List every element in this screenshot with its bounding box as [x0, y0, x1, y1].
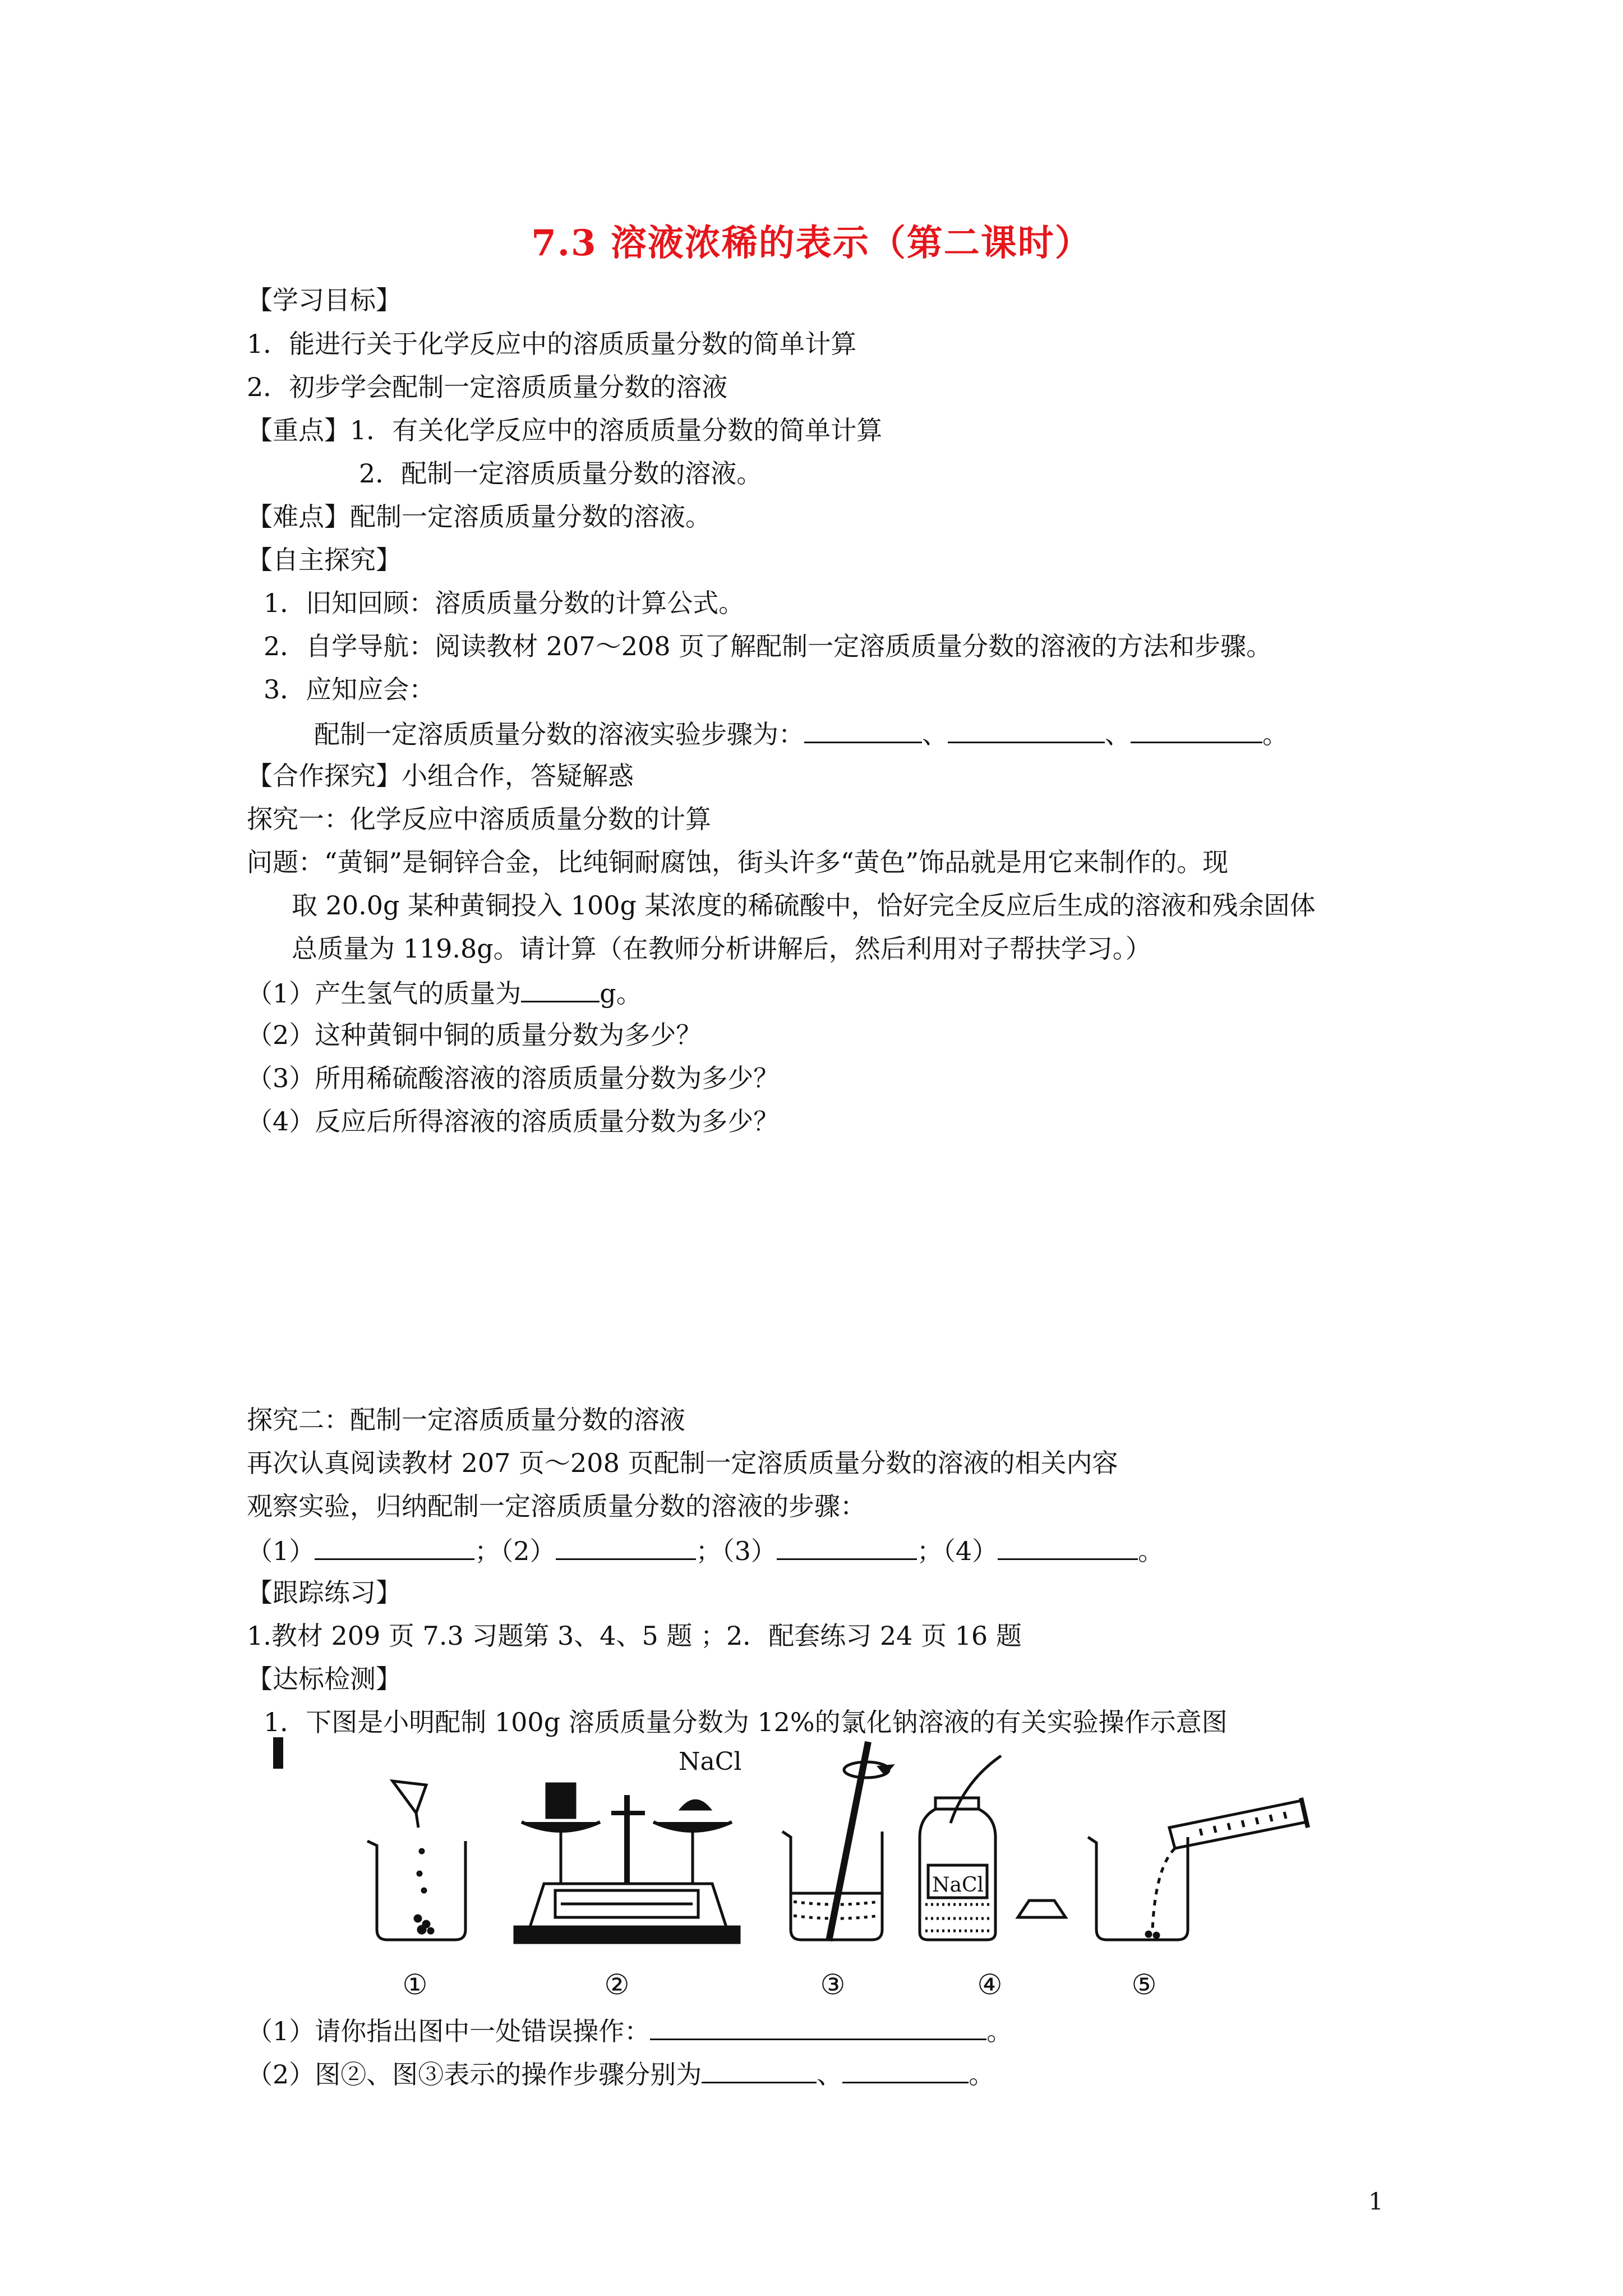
- question-2: （2）这种黄铜中铜的质量分数为多少？: [247, 1020, 702, 1050]
- explore2-step-4-label: ；（4）: [916, 1536, 998, 1566]
- figure-number-5: ⑤: [1131, 1968, 1157, 2001]
- page-number: 1: [1368, 2188, 1384, 2215]
- nacl-label-scale: NaCl: [679, 1747, 742, 1776]
- assessment-sub-2-blank-2[interactable]: [842, 2056, 969, 2083]
- self-study-heading: 【自主探究】: [247, 545, 402, 575]
- bottle-stopper: [1018, 1901, 1066, 1917]
- key-point-1: 1．有关化学反应中的溶质质量分数的简单计算: [350, 415, 883, 445]
- figure-number-1: ①: [402, 1968, 428, 2001]
- self-study-item-1: 1．旧知回顾：溶质质量分数的计算公式。: [264, 588, 745, 618]
- assessment-sub-2: [247, 2056, 994, 2091]
- key-points-label: 【重点】: [247, 415, 350, 445]
- steps-end: 。: [1262, 719, 1288, 749]
- beaker-with-graduated-cylinder: [1088, 1798, 1308, 1940]
- objective-item-1: 1．能进行关于化学反应中的溶质质量分数的简单计算: [247, 329, 857, 359]
- assessment-sub-2-sep: 、: [817, 2059, 843, 2090]
- assessment-sub-1-blank[interactable]: [650, 2013, 986, 2040]
- assessment-question-1: 1．下图是小明配制 100g 溶质质量分数为 12%的氯化钠溶液的有关实验操作示意图: [264, 1707, 1228, 1737]
- assessment-sub-2-prefix: （2）图②、图③表示的操作步骤分别为: [247, 2059, 702, 2090]
- figure-number-3: ③: [820, 1968, 846, 2001]
- assessment-sub-1-prefix: （1）请你指出图中一处错误操作：: [247, 2016, 651, 2046]
- explore2-steps-end: 。: [1138, 1536, 1164, 1566]
- assessment-sub-1-end: 。: [986, 2016, 1013, 2046]
- page-title: 7.3 溶液浓稀的表示（第二课时）: [531, 222, 1092, 264]
- steps-sep-2: 、: [1105, 719, 1131, 749]
- question-1-suffix: g。: [600, 978, 642, 1009]
- figure-number-4: ④: [977, 1968, 1003, 2001]
- assessment-sub-2-blank-1[interactable]: [702, 2056, 817, 2083]
- question-3: （3）所用稀硫酸溶液的溶质质量分数为多少？: [247, 1063, 780, 1093]
- explore2-step-3-label: ；（3）: [695, 1536, 777, 1566]
- steps-sep-1: 、: [922, 719, 948, 749]
- question-4: （4）反应后所得溶液的溶质质量分数为多少？: [247, 1106, 780, 1137]
- objective-item-2: 2．初步学会配制一定溶质质量分数的溶液: [247, 372, 728, 402]
- tracking-heading: 【跟踪练习】: [247, 1577, 402, 1608]
- assessment-sub-1: [247, 2013, 1012, 2048]
- beaker-with-funnel: [367, 1781, 465, 1940]
- self-study-item-2: 2．自学导航：阅读教材 207～208 页了解配制一定溶质质量分数的溶液的方法和步骤。: [264, 631, 1272, 661]
- assessment-sub-2-end: 。: [969, 2059, 995, 2090]
- beaker-with-stirring-rod: [782, 1742, 892, 1941]
- explore2-step-1-label: （1）: [247, 1536, 315, 1566]
- problem-line-3: 总质量为 119.8g。请计算（在教师分析讲解后，然后利用对子帮扶学习。）: [292, 933, 1151, 964]
- explore2-line-1: 再次认真阅读教材 207 页～208 页配制一定溶质质量分数的溶液的相关内容: [247, 1448, 1118, 1478]
- key-point-2: 2．配制一定溶质质量分数的溶液。: [359, 458, 763, 489]
- tracking-line: 1.教材 209 页 7.3 习题第 3、4、5 题 ；2．配套练习 24 页 16 题: [247, 1621, 1022, 1651]
- problem-line-1: 问题：“黄铜”是铜锌合金，比纯铜耐腐蚀，街头许多“黄色”饰品就是用它来制作的。现: [247, 847, 1229, 877]
- objectives-heading: 【学习目标】: [247, 285, 402, 315]
- nacl-reagent-bottle: [920, 1756, 1001, 1940]
- explore2-step-2-label: ；（2）: [474, 1536, 556, 1566]
- difficulty: 【难点】配制一定溶质质量分数的溶液。: [247, 501, 711, 532]
- cooperation-heading: 【合作探究】小组合作，答疑解惑: [247, 761, 634, 791]
- explore2-line-2: 观察实验，归纳配制一定溶质质量分数的溶液的步骤：: [247, 1491, 866, 1521]
- balance-scale: [515, 1784, 739, 1943]
- explore1-heading: 探究一：化学反应中溶质质量分数的计算: [247, 804, 711, 834]
- problem-line-2: 取 20.0g 某种黄铜投入 100g 某浓度的稀硫酸中，恰好完全反应后生成的溶液和残余固体: [292, 890, 1316, 921]
- question-1-prefix: （1）产生氢气的质量为: [247, 978, 522, 1009]
- nacl-label-jar: NaCl: [932, 1874, 984, 1897]
- explore2-heading: 探究二：配制一定溶质质量分数的溶液: [247, 1405, 685, 1435]
- steps-prefix: 配制一定溶质质量分数的溶液实验步骤为：: [314, 719, 804, 749]
- assessment-heading: 【达标检测】: [247, 1664, 402, 1694]
- figure-number-2: ②: [604, 1968, 630, 2001]
- self-study-item-3: 3．应知应会：: [264, 674, 435, 705]
